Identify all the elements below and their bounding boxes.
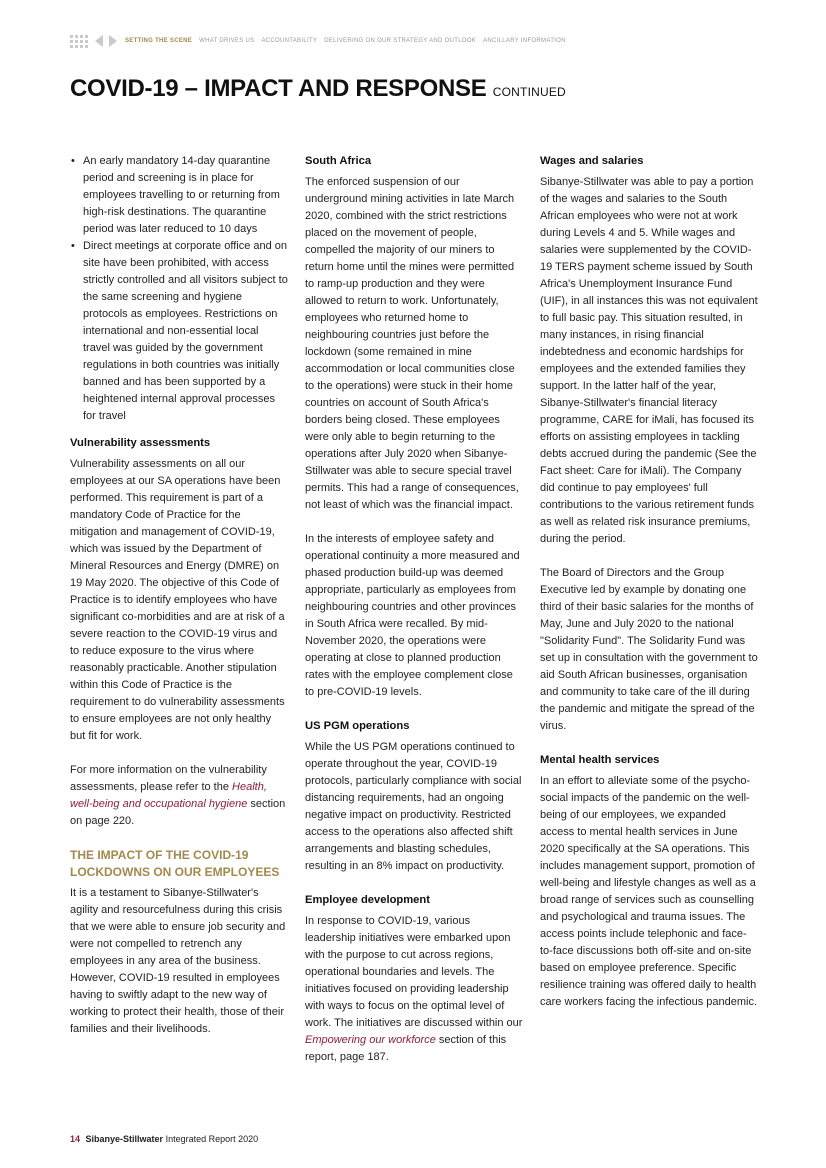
employee-development-heading: Employee development — [305, 894, 430, 906]
measures-list — [70, 153, 288, 425]
vulnerability-paragraph: Vulnerability assessments on all our employees at our SA operations have been performed. This requirement is part of a mandatory Code of Practice for the mitigation and management of COVID-19, which was issued by the Department of Mineral Resources and Energy (DMRE) on 19 May 2020. The objective of this Code of Practice is to identify employees who have significant co-morbidities and are at risk of a severe reaction to the COVID-19 virus and to reduce exposure to the virus where reasonably practicable. Another stipulation within this Code of Practice is the requirement to do vulnerability assessments to ensure employees are not only healthy but fit for work. — [70, 458, 285, 742]
empowering-workforce-link[interactable]: Empowering our workforce — [305, 1034, 436, 1046]
column-middle — [305, 153, 523, 1083]
page-title-main: COVID-19 – IMPACT AND RESPONSE — [70, 75, 487, 102]
nav-accountability[interactable]: ACCOUNTABILITY — [261, 38, 318, 44]
grid-menu-icon[interactable] — [70, 35, 88, 48]
page-title — [70, 75, 566, 103]
mental-health-heading: Mental health services — [540, 754, 660, 766]
employee-development-paragraph — [305, 913, 523, 1066]
south-africa-paragraph-2: In the interests of employee safety and operational continuity a more measured and phased production build-up was deemed appropriate, particularly as employees from neighbouring countries and other provinces in South Africa were recalled. By mid-November 2020, the operations were operating at close to planned production rates with the employee complement close to pre-COVID-19 levels. — [305, 533, 520, 698]
south-africa-paragraph-1: The enforced suspension of our underground mining activities in late March 2020, combined with the strict restrictions placed on the movement of people, compelled the majority of our miners to return home until the mines were permitted to ramp-up production and they were allowed to return to work. Unfortunately, employees who returned home to neighbouring countries just before the lockdown (some remained in mine accommodation or local communities close to the operations) were stuck in their home countries on account of South Africa's borders being closed. These employees were only able to begin returning to the operations after July 2020 when Sibanye-Stillwater was able to secure special travel permits. This had a range of consequences, not least of which was the financial impact. — [305, 176, 519, 511]
reference-text: For more information on the vulnerability assessments, please refer to the — [70, 764, 267, 793]
list-item: • Direct meetings at corporate office and on site have been prohibited, with access strictly controlled and all visitors subject to the same screening and hygiene protocols as employees. Restrictions on international and non-essential local travel was guided by the government regulations in both countries was initially banned and has been supported by a heightened internal approval processes for travel — [70, 238, 288, 425]
health-wellbeing-link[interactable]: Health, well-being and occupational hygiene — [70, 781, 267, 810]
wages-paragraph-2: The Board of Directors and the Group Executive led by example by donating one third of their basic salaries for the months of May, June and July 2020 to the national "Solidarity Fund". The Solidarity Fund was set up in consultation with the government to aid South African businesses, organisation and community to take care of the ill during the pandemic and mitigate the spread of the virus. — [540, 567, 758, 732]
wages-heading: Wages and salaries — [540, 155, 644, 167]
section-nav — [70, 34, 573, 48]
us-pgm-paragraph: While the US PGM operations continued to operate throughout the year, COVID-19 protocols, particularly compliance with social distancing requirements, had an ongoing negative impact on productivity. Restricted access to the operations also affected shift arrangements and blasting schedules, resulting in an 8% impact on productivity. — [305, 741, 522, 872]
next-page-icon[interactable] — [109, 35, 117, 47]
column-left — [70, 153, 288, 1055]
south-africa-heading: South Africa — [305, 155, 372, 167]
page-footer — [70, 1134, 258, 1144]
vulnerability-reference — [70, 762, 288, 830]
reference-text-end: section on page 220. — [70, 798, 286, 827]
nav-what-drives-us[interactable]: WHAT DRIVES US — [199, 38, 255, 44]
impact-heading: THE IMPACT OF THE COVID-19 LOCKDOWNS ON OUR EMPLOYEES — [70, 848, 280, 879]
list-item: • An early mandatory 14-day quarantine period and screening is in place for employees travelling to or returning from high-risk destinations. The quarantine period was later reduced to 10 days — [70, 153, 288, 238]
previous-page-icon[interactable] — [95, 35, 103, 47]
footer-company: Sibanye-Stillwater — [85, 1134, 164, 1144]
page-title-suffix: CONTINUED — [492, 85, 566, 99]
us-pgm-heading: US PGM operations — [305, 720, 410, 732]
wages-paragraph-1: Sibanye-Stillwater was able to pay a portion of the wages and salaries to the South African employees who were not at work during Levels 4 and 5. While wages and salaries were supplemented by the COVID-19 TERS payment scheme issued by South Africa's Unemployment Insurance Fund (UIF), in all instances this was not equivalent to full basic pay. This situation resulted, in many instances, in rising financial indebtedness and economic hardships for employees and the extended families they support. In the latter half of the year, Sibanye-Stillwater's financial literacy programme, CARE for iMali, has focused its efforts on assisting employees in tackling debts accrued during the pandemic (See the Fact sheet: Care for iMali). The Company did continue to pay employees' full contributions to the various retirement funds as well as related risk insurance premiums, during the period. — [540, 176, 758, 545]
impact-paragraph: It is a testament to Sibanye-Stillwater's agility and resourcefulness during this crisis that we were able to ensure job security and were not compelled to retrench any employees in any area of the business. However, COVID-19 resulted in employees having to swiftly adapt to the new way of working to protect their health, those of their families and their livelihoods. — [70, 887, 286, 1035]
mental-health-paragraph: In an effort to alleviate some of the psycho-social impacts of the pandemic on the well-being of our employees, we expanded access to mental health services in June 2020 specifically at the SA operations. This includes management support, promotion of well-being and lifestyle changes as well as a broad range of services such as counselling and psychological and trauma issues. The access points include telephonic and face-to-face discussions both off-site and on-site based on employee preference. Specific resilience training was offered daily to health care workers facing the infectious pandemic. — [540, 775, 758, 1008]
development-text-end: section of this report, page 187. — [305, 1034, 507, 1063]
nav-delivering-strategy[interactable]: DELIVERING ON OUR STRATEGY AND OUTLOOK — [324, 38, 477, 44]
column-right — [540, 153, 758, 1028]
footer-report: Integrated Report 2020 — [165, 1134, 259, 1144]
vulnerability-heading: Vulnerability assessments — [70, 437, 211, 449]
nav-setting-the-scene[interactable]: SETTING THE SCENE — [125, 38, 193, 44]
development-text: In response to COVID-19, various leadership initiatives were embarked upon with the purpose to cut across regions, operational boundaries and levels. The initiatives focused on providing leadership with ways to focus on the optimal level of work. The initiatives are discussed within our — [305, 915, 523, 1029]
page-number: 14 — [70, 1134, 81, 1144]
nav-ancillary-information[interactable]: ANCILLARY INFORMATION — [483, 38, 566, 44]
